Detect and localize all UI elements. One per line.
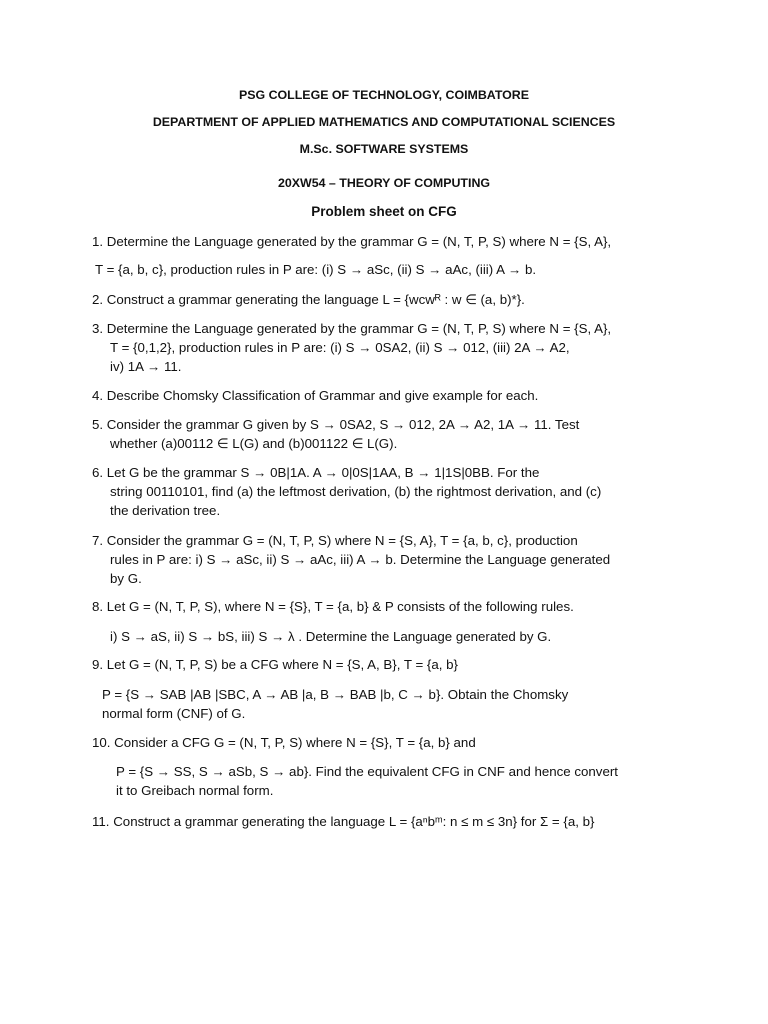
problem-line: 3. Determine the Language generated by the grammar G = (N, T, P, S) where N = {S, A},: [92, 321, 612, 336]
problem-line: the derivation tree.: [110, 503, 221, 518]
problem-line: 7. Consider the grammar G = (N, T, P, S) where N = {S, A}, T = {a, b, c}, production: [92, 533, 578, 548]
problem-line: 6. Let G be the grammar S → 0B|1A. A → 0|0S|1AA, B → 1|1S|0BB. For the: [92, 465, 540, 480]
problem-line: T = {0,1,2}, production rules in P are: (i) S → 0SA2, (ii) S → 012, (iii) 2A → A2,: [110, 340, 570, 355]
problem-line: P = {S → SS, S → aSb, S → ab}. Find the equivalent CFG in CNF and hence convert: [116, 764, 618, 779]
problem-line: iv) 1A → 11.: [110, 359, 182, 374]
problem-line: string 00110101, find (a) the leftmost derivation, (b) the rightmost derivation, and (c): [110, 484, 602, 499]
course-title: 20XW54 – THEORY OF COMPUTING: [277, 176, 491, 190]
problem-line: by G.: [110, 571, 142, 586]
problem-line: 1. Determine the Language generated by the grammar G = (N, T, P, S) where N = {S, A},: [92, 234, 612, 249]
problem-line: 2. Construct a grammar generating the language L = {wcwᴿ : w ∈ (a, b)*}.: [92, 292, 525, 307]
problem-line: 9. Let G = (N, T, P, S) be a CFG where N = {S, A, B}, T = {a, b}: [92, 657, 458, 672]
department-name: DEPARTMENT OF APPLIED MATHEMATICS AND COMPUTATIONAL SCIENCES: [152, 115, 616, 129]
problem-line: it to Greibach normal form.: [116, 783, 274, 798]
problem-line: normal form (CNF) of G.: [102, 706, 246, 721]
problem-line: whether (a)00112 ∈ L(G) and (b)001122 ∈ L(G).: [110, 436, 398, 451]
problem-line: i) S → aS, ii) S → bS, iii) S → λ . Determine the Language generated by G.: [110, 629, 552, 644]
programme-name: M.Sc. SOFTWARE SYSTEMS: [299, 142, 469, 156]
problem-line: 5. Consider the grammar G given by S → 0SA2, S → 012, 2A → A2, 1A → 11. Test: [92, 417, 580, 432]
problem-line: 8. Let G = (N, T, P, S), where N = {S}, T = {a, b} & P consists of the following rules.: [92, 599, 574, 614]
problem-line: 10. Consider a CFG G = (N, T, P, S) where N = {S}, T = {a, b} and: [92, 735, 476, 750]
sheet-title: Problem sheet on CFG: [311, 204, 457, 219]
problem-line: P = {S → SAB |AB |SBC, A → AB |a, B → BAB |b, C → b}. Obtain the Chomsky: [102, 687, 569, 702]
problem-line: 11. Construct a grammar generating the language L = {aⁿbᵐ: n ≤ m ≤ 3n} for Σ = {a, b}: [92, 814, 595, 829]
college-name: PSG COLLEGE OF TECHNOLOGY, COIMBATORE: [238, 88, 530, 102]
problem-line: T = {a, b, c}, production rules in P are: (i) S → aSc, (ii) S → aAc, (iii) A → b.: [95, 262, 537, 277]
problem-line: rules in P are: i) S → aSc, ii) S → aAc, iii) A → b. Determine the Language generated: [110, 552, 611, 567]
problem-line: 4. Describe Chomsky Classification of Grammar and give example for each.: [92, 388, 539, 403]
